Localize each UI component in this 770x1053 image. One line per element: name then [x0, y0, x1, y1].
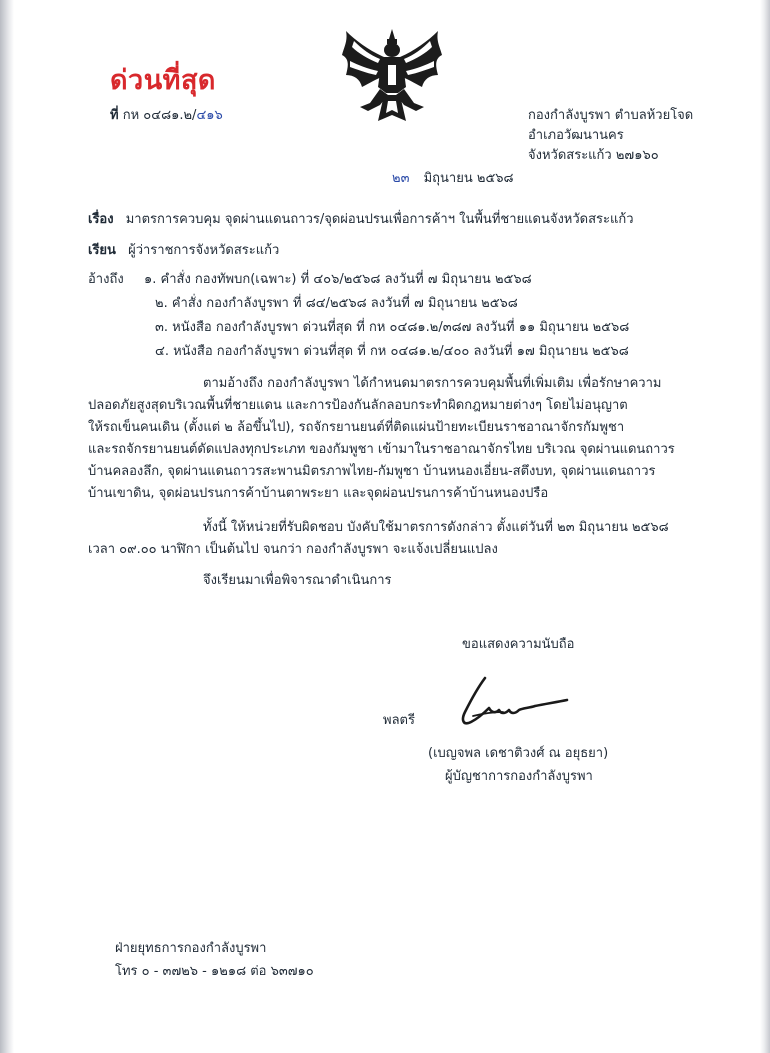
- handwritten-signature: [445, 672, 570, 732]
- sender-address-line-2: อำเภอวัฒนานคร: [528, 128, 624, 143]
- reference-handwritten-number: ๔๑๖: [196, 108, 223, 123]
- closing-salutation: ขอแสดงความนับถือ: [462, 637, 575, 652]
- references-label: อ้างถึง: [88, 272, 124, 287]
- body-paragraph-2-line: เวลา ๐๙.๐๐ นาฬิกา เป็นต้นไป จนกว่า กองกำลังบูรพา จะแจ้งเปลี่ยนแปลง: [88, 542, 498, 557]
- scan-edge-right: [760, 0, 770, 1053]
- sender-address-line-3: จังหวัดสระแก้ว ๒๗๑๖๐: [528, 148, 659, 163]
- body-paragraph-2-line: ทั้งนี้ ให้หน่วยที่รับผิดชอบ บังคับใช้มาตรการดังกล่าว ตั้งแต่วันที่ ๒๓ มิถุนายน ๒๕๖๘: [203, 520, 669, 535]
- subject-label: เรื่อง: [88, 212, 114, 227]
- scan-edge-left: [0, 0, 14, 1053]
- signatory-name: (เบญจพล เดชาติวงศ์ ณ อยุธยา): [428, 746, 609, 761]
- footer-department: ฝ่ายยุทธการกองกำลังบูรพา: [115, 941, 267, 956]
- recipient-text: ผู้ว่าราชการจังหวัดสระแก้ว: [128, 243, 280, 258]
- reference-item: ๑. คำสั่ง กองทัพบก(เฉพาะ) ที่ ๔๐๖/๒๕๖๘ ลงวันที่ ๗ มิถุนายน ๒๕๖๘: [144, 272, 532, 287]
- signatory-position: ผู้บัญชาการกองกำลังบูรพา: [445, 769, 593, 784]
- recipient-label: เรียน: [88, 243, 116, 258]
- body-paragraph-1-line: บ้านคลองลึก, จุดผ่านแดนถาวรสะพานมิตรภาพไทย-กัมพูชา บ้านหนองเอี่ยน-สตึงบท, จุดผ่านแดนถาวร: [88, 464, 656, 479]
- subject-line: [88, 211, 634, 228]
- body-paragraph-1-line: ตามอ้างถึง กองกำลังบูรพา ได้กำหนดมาตรการควบคุมพื้นที่เพิ่มเติม เพื่อรักษาความ: [203, 376, 662, 391]
- body-paragraph-1-line: ให้รถเข็นคนเดิน (ตั้งแต่ ๒ ล้อขึ้นไป), รถจักรยานยนต์ที่ติดแผ่นป้ายทะเบียนราชอาณาจักรกัมพูชา: [88, 420, 625, 435]
- garuda-emblem-icon: [340, 27, 444, 125]
- urgency-stamp: ด่วนที่สุด: [110, 65, 216, 96]
- reference-prefix: กห ๐๔๘๑.๒/: [122, 108, 197, 123]
- body-paragraph-1-line: ปลอดภัยสูงสุดบริเวณพื้นที่ชายแดน และการป้องกันลักลอบกระทำผิดกฎหมายต่างๆ โดยไม่อนุญาต: [88, 398, 628, 413]
- sender-address-line-1: กองกำลังบูรพา ตำบลห้วยโจด: [528, 108, 694, 123]
- reference-number: [110, 107, 223, 124]
- reference-item: ๔. หนังสือ กองกำลังบูรพา ด่วนที่สุด ที่ กห ๐๔๘๑.๒/๔๐๐ ลงวันที่ ๑๗ มิถุนายน ๒๕๖๘: [155, 344, 629, 359]
- body-paragraph-1-line: และรถจักรยานยนต์ดัดแปลงทุกประเภท ของกัมพูชา เข้ามาในราชอาณาจักรไทย บริเวณ จุดผ่านแดนถาวร: [88, 442, 675, 457]
- reference-item: ๓. หนังสือ กองกำลังบูรพา ด่วนที่สุด ที่ กห ๐๔๘๑.๒/๓๘๗ ลงวันที่ ๑๑ มิถุนายน ๒๕๖๘: [155, 320, 630, 335]
- body-paragraph-1-line: บ้านเขาดิน, จุดผ่อนปรนการค้าบ้านตาพระยา และจุดผ่อนปรนการค้าบ้านหนองปรือ: [88, 486, 549, 501]
- date-month-year: มิถุนายน ๒๕๖๘: [423, 171, 514, 186]
- date-day: ๒๓: [392, 171, 410, 186]
- reference-label: ที่: [110, 108, 119, 123]
- subject-text: มาตรการควบคุม จุดผ่านแดนถาวร/จุดผ่อนปรนเพื่อการค้าฯ ในพื้นที่ชายแดนจังหวัดสระแก้ว: [125, 212, 634, 227]
- closing-request: จึงเรียนมาเพื่อพิจารณาดำเนินการ: [203, 573, 392, 588]
- document-date: [392, 170, 514, 187]
- reference-item: ๒. คำสั่ง กองกำลังบูรพา ที่ ๘๔/๒๕๖๘ ลงวันที่ ๗ มิถุนายน ๒๕๖๘: [155, 296, 518, 311]
- footer-phone: โทร ๐ - ๓๗๒๖ - ๑๒๑๘ ต่อ ๖๓๗๑๐: [115, 964, 314, 979]
- recipient-line: [88, 242, 279, 259]
- signatory-rank: พลตรี: [383, 713, 415, 728]
